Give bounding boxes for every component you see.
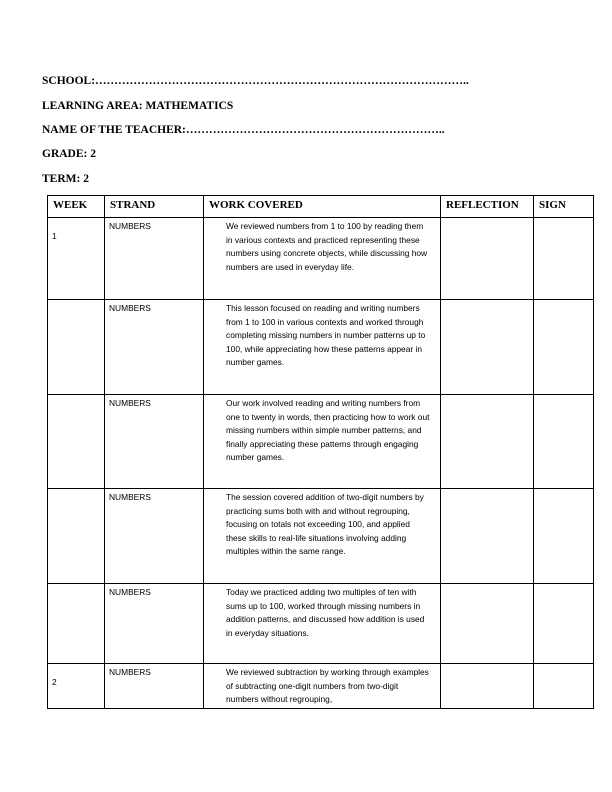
sign-cell[interactable] [534,300,594,395]
sign-cell[interactable] [534,489,594,584]
strand-cell: NUMBERS [105,584,204,664]
week-cell: 1 [48,218,105,300]
column-header-sign: SIGN [534,196,594,218]
sign-cell[interactable] [534,664,594,709]
sign-cell[interactable] [534,218,594,300]
sign-cell[interactable] [534,584,594,664]
strand-cell: NUMBERS [105,395,204,489]
reflection-cell[interactable] [441,395,534,489]
table-row [48,218,594,300]
scheme-of-work-table [47,195,594,709]
school-line: SCHOOL:…………………………………………………………………………………….. [42,75,469,87]
column-header-strand: STRAND [105,196,204,218]
table-header-row [48,196,594,218]
work-covered-cell: The session covered addition of two-digit numbers by practicing sums both with and without regrouping, focusing on totals not exceeding 100, and applied these skills to real-life situations involving adding multiples within the same range. [204,489,441,584]
work-covered-cell: We reviewed subtraction by working through examples of subtracting one-digit numbers from two-digit numbers without regrouping, [204,664,441,709]
work-covered-cell: This lesson focused on reading and writing numbers from 1 to 100 in various contexts and worked through completing missing numbers in number patterns up to 100, while appreciating how these patterns appear in number games. [204,300,441,395]
reflection-cell[interactable] [441,664,534,709]
table-row [48,489,594,584]
week-cell: 2 [48,664,105,709]
week-cell [48,489,105,584]
table-row [48,664,594,709]
column-header-work-covered: WORK COVERED [204,196,441,218]
reflection-cell[interactable] [441,218,534,300]
strand-cell: NUMBERS [105,218,204,300]
reflection-cell[interactable] [441,489,534,584]
week-cell [48,300,105,395]
reflection-cell[interactable] [441,300,534,395]
work-covered-cell: We reviewed numbers from 1 to 100 by reading them in various contexts and practiced representing these numbers using concrete objects, while discussing how numbers are used in everyday life. [204,218,441,300]
week-cell [48,395,105,489]
table-row [48,584,594,664]
term-line: TERM: 2 [42,173,89,185]
column-header-week: WEEK [48,196,105,218]
learning-area-line: LEARNING AREA: MATHEMATICS [42,100,234,112]
work-covered-cell: Today we practiced adding two multiples of ten with sums up to 100, worked through missing numbers in addition patterns, and discussed how addition is used in everyday situations. [204,584,441,664]
work-covered-cell: Our work involved reading and writing numbers from one to twenty in words, then practicing how to work out missing numbers within simple number patterns, and finally appreciating these patterns through engaging number games. [204,395,441,489]
teacher-line: NAME OF THE TEACHER:………………………………………………………….. [42,124,445,136]
table-row [48,395,594,489]
strand-cell: NUMBERS [105,664,204,709]
sign-cell[interactable] [534,395,594,489]
table-row [48,300,594,395]
column-header-reflection: REFLECTION [441,196,534,218]
strand-cell: NUMBERS [105,300,204,395]
grade-line: GRADE: 2 [42,148,96,160]
reflection-cell[interactable] [441,584,534,664]
week-cell [48,584,105,664]
strand-cell: NUMBERS [105,489,204,584]
